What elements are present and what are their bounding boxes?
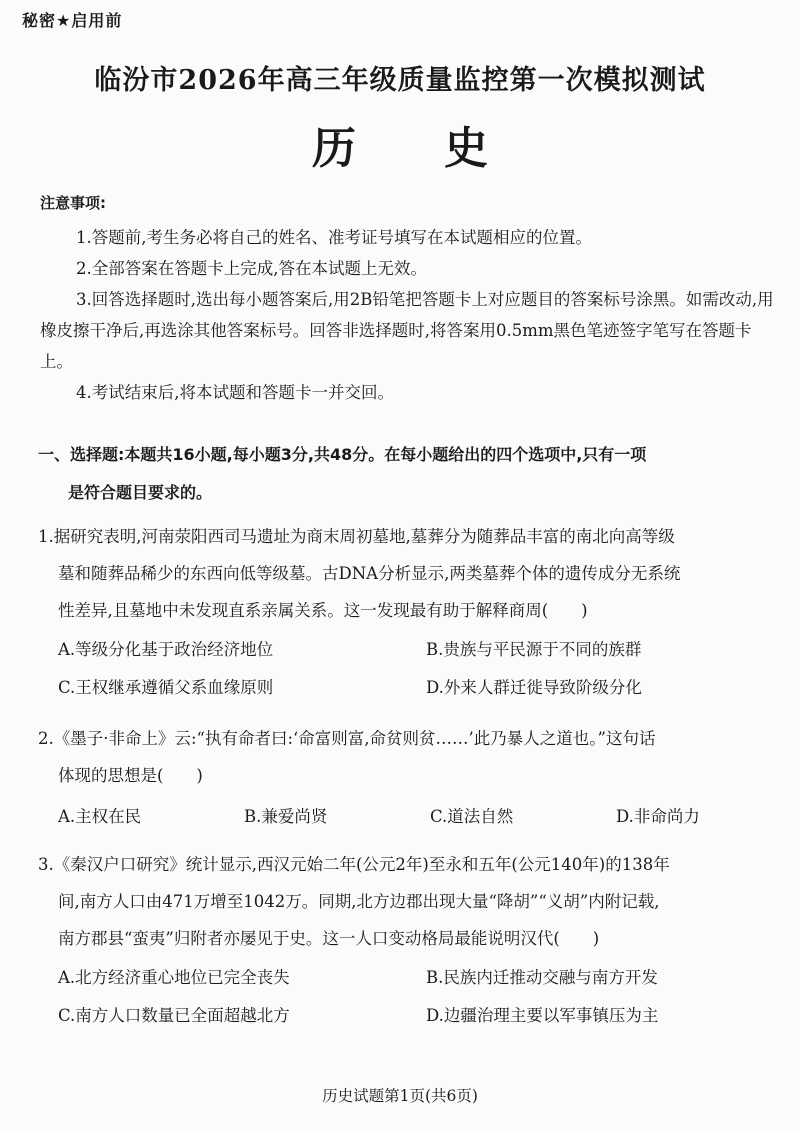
exam-title: 临汾市2026年高三年级质量监控第一次模拟测试 bbox=[94, 65, 706, 96]
question-1 bbox=[38, 518, 778, 707]
question-stem-line: 1.据研究表明,河南荥阳西司马遗址为商末周初墓地,墓葬分为随葬品丰富的南北向高等级 bbox=[38, 527, 675, 546]
notice-item: 4.考试结束后,将本试题和答题卡一并交回。 bbox=[76, 383, 394, 402]
page-footer: 历史试题第1页(共6页) bbox=[322, 1087, 478, 1105]
option-row bbox=[38, 631, 778, 669]
question-3 bbox=[38, 846, 778, 1035]
option-d: D.非命尚力 bbox=[616, 807, 700, 826]
option-b: B.兼爱尚贤 bbox=[244, 807, 328, 826]
subject-char: 史 bbox=[444, 123, 488, 174]
notice-item: 2.全部答案在答题卡上完成,答在本试题上无效。 bbox=[76, 259, 427, 278]
subject-title bbox=[0, 112, 800, 176]
question-stem-line: 间,南方人口由471万增至1042万。同期,北方边郡出现大量“降胡”“义胡”内附记载, bbox=[58, 892, 660, 911]
option-c: C.道法自然 bbox=[430, 807, 514, 826]
question-2 bbox=[38, 720, 778, 836]
question-stem-line: 墓和随葬品稀少的东西向低等级墓。古DNA分析显示,两类墓葬个体的遗传成分无系统 bbox=[58, 564, 681, 583]
question-stem-line: 2.《墨子·非命上》云:“执有命者曰:‘命富则富,命贫则贫……’此乃暴人之道也。”这句话 bbox=[38, 729, 656, 748]
confidential-label: 秘密★启用前 bbox=[22, 11, 123, 30]
option-row bbox=[38, 669, 778, 707]
option-a: A.等级分化基于政治经济地位 bbox=[58, 640, 274, 659]
notice-item: 3.回答选择题时,选出每小题答案后,用2B铅笔把答题卡上对应题目的答案标号涂黑。如需改动,用橡皮擦干净后,再选涂其他答案标号。回答非选择题时,将答案用0.5mm黑色笔迹签字笔写在答题卡上。 bbox=[40, 290, 774, 371]
question-stem-line: 南方郡县“蛮夷”归附者亦屡见于史。这一人口变动格局最能说明汉代( ) bbox=[58, 929, 600, 948]
option-b: B.民族内迁推动交融与南方开发 bbox=[426, 968, 658, 987]
section-heading bbox=[38, 436, 778, 512]
option-row bbox=[38, 798, 778, 836]
option-row bbox=[38, 997, 778, 1035]
notice-heading: 注意事项: bbox=[40, 194, 106, 212]
question-stem-line: 体现的思想是( ) bbox=[58, 766, 203, 785]
option-d: D.外来人群迁徙导致阶级分化 bbox=[426, 678, 642, 697]
option-d: D.边疆治理主要以军事镇压为主 bbox=[426, 1006, 659, 1025]
option-a: A.北方经济重心地位已完全丧失 bbox=[58, 968, 290, 987]
section-heading-line: 是符合题目要求的。 bbox=[68, 483, 213, 502]
question-stem-line: 3.《秦汉户口研究》统计显示,西汉元始二年(公元2年)至永和五年(公元140年)的138年 bbox=[38, 855, 670, 874]
option-row bbox=[38, 959, 778, 997]
notice-list bbox=[40, 222, 775, 408]
subject-char: 历 bbox=[312, 123, 356, 174]
option-c: C.南方人口数量已全面超越北方 bbox=[58, 1006, 290, 1025]
option-a: A.主权在民 bbox=[58, 807, 142, 826]
option-c: C.王权继承遵循父系血缘原则 bbox=[58, 678, 274, 697]
section-heading-line: 一、选择题:本题共16小题,每小题3分,共48分。在每小题给出的四个选项中,只有一项 bbox=[38, 445, 647, 464]
notice-item: 1.答题前,考生务必将自己的姓名、准考证号填写在本试题相应的位置。 bbox=[76, 228, 592, 247]
question-stem-line: 性差异,且墓地中未发现直系亲属关系。这一发现最有助于解释商周( ) bbox=[58, 601, 588, 620]
option-b: B.贵族与平民源于不同的族群 bbox=[426, 640, 642, 659]
